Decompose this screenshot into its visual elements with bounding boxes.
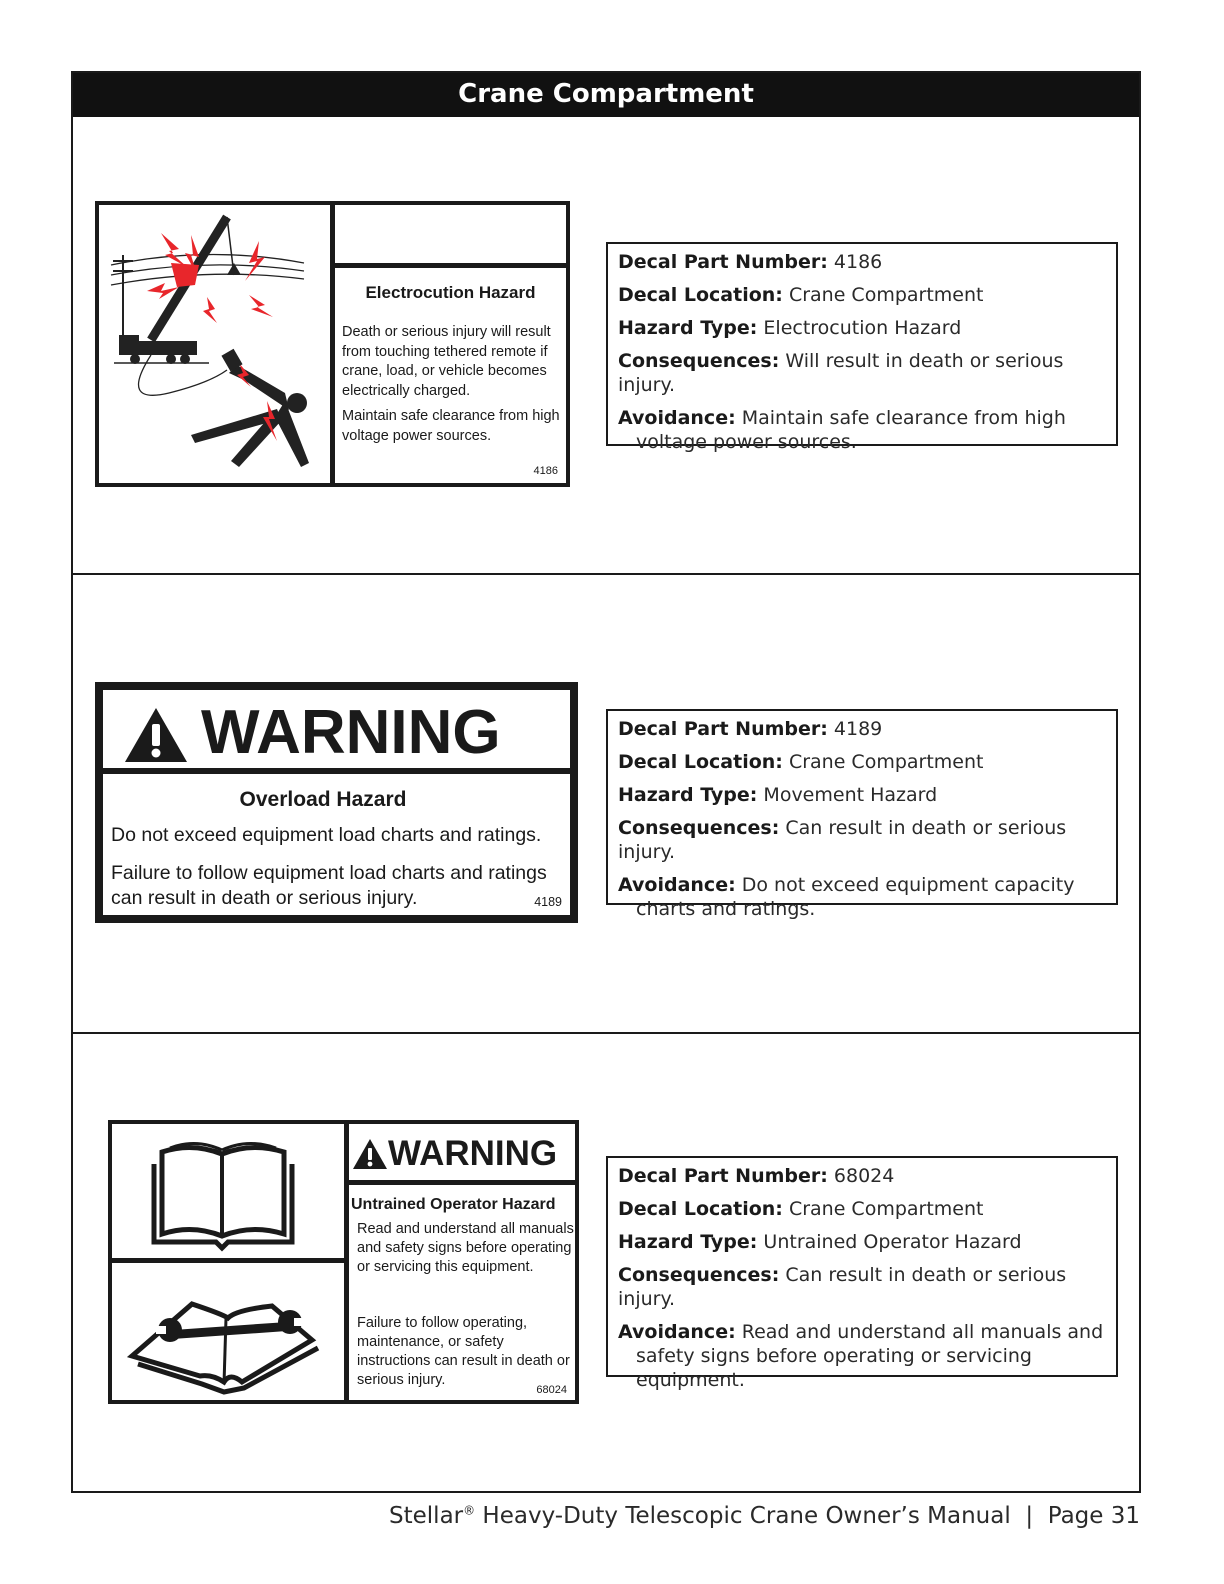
decal-body-text: Death or serious injury will result from touching tethered remote if crane, load, or vehicle becomes electrically charged.	[342, 324, 551, 399]
signal-word: WARNING	[201, 698, 501, 767]
decal-divider-vertical	[330, 205, 335, 483]
decal-body-text: Read and understand all manuals and safety signs before operating or servicing this equipment.	[357, 1221, 574, 1275]
decal-body-text: Failure to follow equipment load charts and ratings can result in death or serious injury.	[111, 862, 547, 909]
consequences-value: Can result in death or serious injury.	[618, 1264, 1067, 1310]
location-value: Crane Compartment	[788, 751, 984, 773]
footer-brand: Stellar	[389, 1503, 464, 1529]
decal-body-text: Failure to follow operating, maintenance, or safety instructions can result in death or serious injury.	[357, 1315, 570, 1388]
signal-word: WARNING	[388, 1134, 558, 1173]
decal-divider-horizontal	[335, 263, 566, 268]
consequences-value: Can result in death or serious injury.	[618, 817, 1067, 863]
avoidance-value: Read and understand all manuals and safety signs before operating or servicing equipment.	[636, 1321, 1104, 1391]
wrench-manual-icon	[112, 1264, 334, 1404]
part-number-line: Decal Part Number: 4189	[618, 718, 883, 740]
row-divider	[73, 1032, 1139, 1034]
consequences-value: Will result in death or serious injury.	[618, 350, 1064, 396]
part-number-value: 4189	[833, 718, 883, 740]
hazard-type-line: Hazard Type: Electrocution Hazard	[618, 317, 962, 339]
consequences-line: Consequences: Can result in death or serious injury.	[618, 817, 1067, 863]
decal-68024-sign	[108, 1120, 579, 1404]
decal-divider-horizontal	[103, 768, 570, 774]
decal-heading: Untrained Operator Hazard	[351, 1196, 556, 1213]
decal-info-box-4189	[606, 709, 1118, 920]
decal-heading: Electrocution Hazard	[365, 283, 536, 302]
avoidance-line: Avoidance: Read and understand all manuals and safety signs before operating or servicing equipment.	[618, 1321, 1104, 1391]
part-number-line: Decal Part Number: 4186	[618, 251, 883, 273]
decal-divider-horizontal	[112, 1258, 344, 1263]
decal-body-text: Do not exceed equipment load charts and ratings.	[111, 824, 542, 846]
location-value: Crane Compartment	[788, 284, 984, 306]
hazard-type-value: Untrained Operator Hazard	[763, 1231, 1022, 1253]
location-line: Decal Location: Crane Compartment	[618, 284, 984, 306]
avoidance-line: Avoidance: Do not exceed equipment capacity charts and ratings.	[618, 874, 1075, 920]
decal-number: 4186	[533, 465, 558, 477]
section-title: Crane Compartment	[73, 73, 1139, 117]
decal-info-box-4186	[606, 242, 1118, 453]
avoidance-value: Maintain safe clearance from high voltage power sources.	[636, 407, 1066, 453]
hazard-type-value: Electrocution Hazard	[763, 317, 962, 339]
consequences-line: Consequences: Can result in death or serious injury.	[618, 1264, 1067, 1310]
warning-triangle-icon	[352, 1138, 388, 1170]
footer-title: Heavy-Duty Telescopic Crane Owner’s Manual	[475, 1503, 1011, 1529]
decal-4186-sign	[95, 201, 570, 487]
row-divider	[73, 573, 1139, 575]
decal-heading: Overload Hazard	[239, 788, 407, 811]
part-number-line: Decal Part Number: 68024	[618, 1165, 895, 1187]
decal-divider-vertical	[344, 1124, 349, 1400]
manual-book-icon	[112, 1124, 334, 1254]
decal-info-box-68024	[606, 1156, 1118, 1391]
avoidance-line: Avoidance: Maintain safe clearance from high voltage power sources.	[618, 407, 1066, 453]
decal-number: 68024	[536, 1384, 567, 1396]
location-line: Decal Location: Crane Compartment	[618, 1198, 984, 1220]
consequences-line: Consequences: Will result in death or serious injury.	[618, 350, 1064, 396]
hazard-type-line: Hazard Type: Untrained Operator Hazard	[618, 1231, 1022, 1253]
part-number-value: 68024	[833, 1165, 895, 1187]
location-value: Crane Compartment	[788, 1198, 984, 1220]
decal-number: 4189	[534, 895, 562, 909]
page-footer	[389, 1503, 1140, 1529]
decal-body-text: Maintain safe clearance from high voltage power sources.	[342, 408, 560, 444]
hazard-type-line: Hazard Type: Movement Hazard	[618, 784, 938, 806]
footer-separator: |	[1025, 1503, 1034, 1529]
decal-4189-sign	[95, 682, 578, 923]
page-number: Page 31	[1047, 1503, 1140, 1529]
part-number-value: 4186	[833, 251, 883, 273]
warning-triangle-icon	[123, 706, 189, 764]
avoidance-value: Do not exceed equipment capacity charts and ratings.	[636, 874, 1075, 920]
electrocution-pictogram	[99, 205, 330, 483]
hazard-type-value: Movement Hazard	[763, 784, 938, 806]
decal-divider-horizontal	[349, 1180, 579, 1185]
registered-mark: ®	[463, 1503, 476, 1518]
location-line: Decal Location: Crane Compartment	[618, 751, 984, 773]
